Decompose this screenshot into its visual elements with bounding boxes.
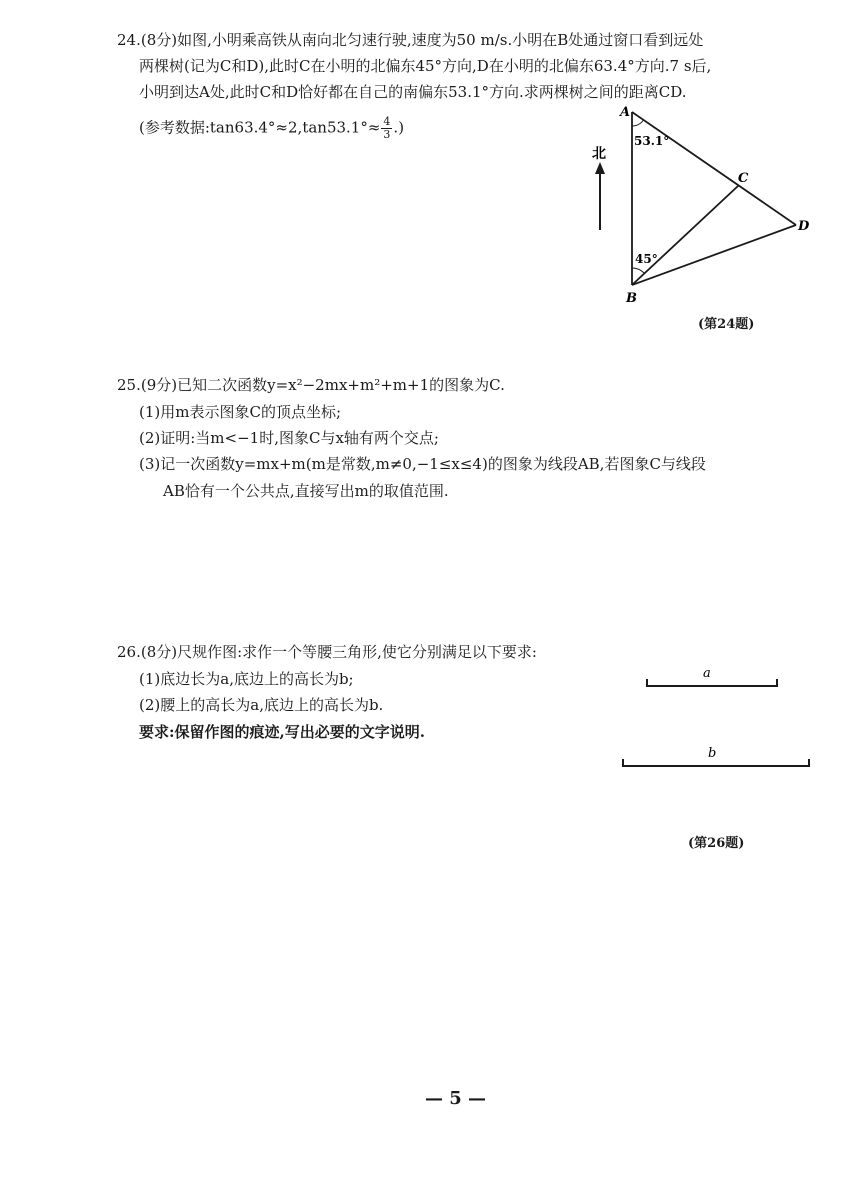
angle-label-B: 45° (635, 252, 658, 266)
q26-line1: 26.(8分)尺规作图:求作一个等腰三角形,使它分别满足以下要求: (117, 643, 537, 661)
segment-a-label: a (703, 666, 711, 681)
q26-part1: (1)底边长为a,底边上的高长为b; (139, 670, 354, 688)
angle-label-A: 53.1° (634, 134, 670, 148)
q24-ref-suffix: .) (393, 118, 405, 137)
segment-BC (632, 186, 738, 285)
q24-ref-numerator: 4 (383, 115, 391, 128)
q24-ref-prefix: (参考数据:tan63.4°≈2,tan53.1°≈ (139, 118, 381, 137)
north-label: 北 (592, 146, 606, 162)
label-D: D (798, 219, 810, 234)
q24-reference-data (139, 116, 404, 141)
q25-part1: (1)用m表示图象C的顶点坐标; (139, 403, 342, 421)
q24-line1: 24.(8分)如图,小明乘高铁从南向北匀速行驶,速度为50 m/s.小明在B处通过窗口看到远处 (117, 31, 704, 49)
label-A: A (620, 105, 631, 120)
q26-figure-caption: (第26题) (688, 836, 745, 851)
angle-arc-B (632, 268, 644, 273)
q25-line1: 25.(9分)已知二次函数y=x²−2mx+m²+m+1的图象为C. (117, 376, 505, 394)
q26-figure (610, 655, 830, 775)
q26-requirement: 要求:保留作图的痕迹,写出必要的文字说明. (139, 723, 425, 741)
label-B: B (626, 291, 637, 306)
north-arrowhead-icon (595, 162, 605, 174)
segment-b-label: b (708, 746, 717, 761)
angle-arc-A (632, 120, 644, 126)
page-number: — 5 — (425, 1088, 487, 1109)
q26-part2: (2)腰上的高长为a,底边上的高长为b. (139, 696, 384, 714)
q25-part3-line2: AB恰有一个公共点,直接写出m的取值范围. (163, 482, 449, 500)
q25-part3-line1: (3)记一次函数y=mx+m(m是常数,m≠0,−1≤x≤4)的图象为线段AB,若图象C与线段 (139, 455, 706, 473)
q25-part2: (2)证明:当m<−1时,图象C与x轴有两个交点; (139, 429, 439, 447)
label-C: C (738, 171, 749, 186)
q24-figure-caption: (第24题) (698, 317, 755, 332)
q24-line3: 小明到达A处,此时C和D恰好都在自己的南偏东53.1°方向.求两棵树之间的距离CD. (139, 83, 687, 101)
q24-figure (580, 100, 820, 310)
q24-ref-denominator: 3 (383, 128, 391, 141)
q24-ref-fraction (381, 116, 392, 141)
q24-line2: 两棵树(记为C和D),此时C在小明的北偏东45°方向,D在小明的北偏东63.4°方向.7 s后, (139, 57, 712, 75)
